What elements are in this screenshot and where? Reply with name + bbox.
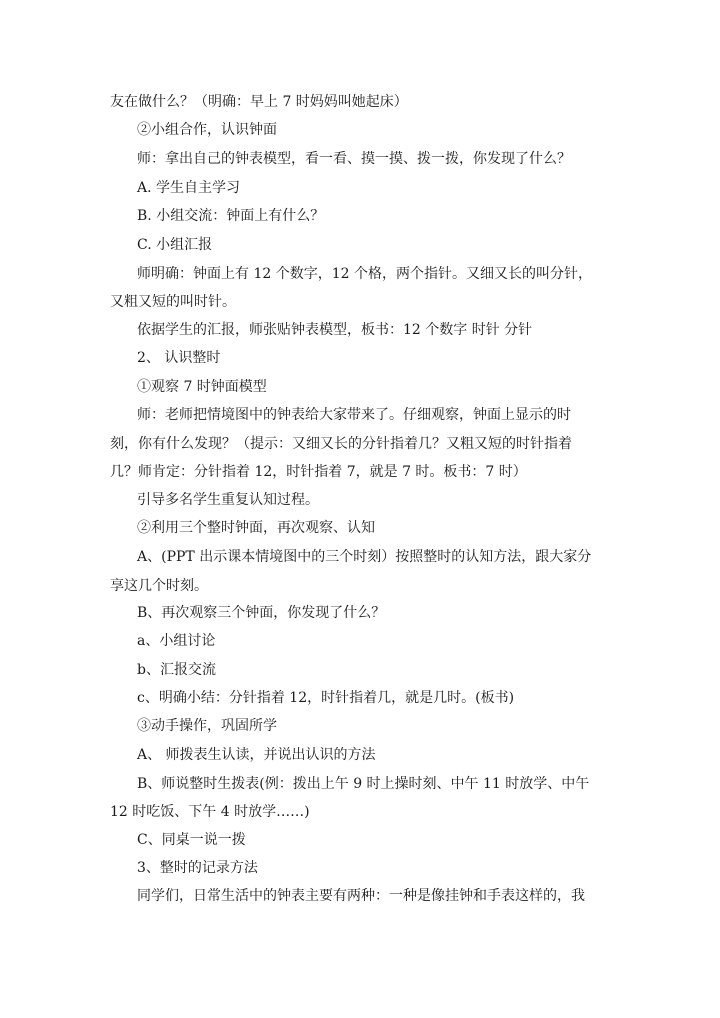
- text-line: 几？师肯定：分针指着 12，时针指着 7，就是 7 时。板书：7 时）: [110, 464, 527, 480]
- text-line: 同学们，日常生活中的钟表主要有两种：一种是像挂钟和手表这样的，我: [137, 888, 585, 904]
- text-line: ②小组合作，认识钟面: [137, 122, 277, 138]
- text-line: A、(PPT 出示课本情境图中的三个时刻）按照整时的认知方法，跟大家分: [137, 549, 592, 565]
- text-line: 依据学生的汇报，师张贴钟表模型，板书：12 个数字 时针 分针: [137, 322, 533, 338]
- text-line: ②利用三个整时钟面，再次观察、认知: [137, 520, 375, 536]
- text-line: 师明确：钟面上有 12 个数字，12 个格，两个指针。又细又长的叫分针，: [137, 266, 592, 282]
- text-line: 师：拿出自己的钟表模型，看一看、摸一摸、拨一拨，你发现了什么？: [137, 151, 571, 167]
- text-line: 刻，你有什么发现？（提示：又细又长的分针指着几？又粗又短的时针指着: [110, 436, 572, 452]
- text-line: 12 时吃饭、下午 4 时放学……): [110, 804, 310, 820]
- text-line: b、汇报交流: [137, 662, 216, 678]
- text-line: ①观察 7 时钟面模型: [137, 379, 267, 395]
- text-line: A. 学生自主学习: [137, 180, 241, 196]
- text-line: 师：老师把情境图中的钟表给大家带来了。仔细观察，钟面上显示的时: [137, 407, 571, 423]
- text-line: A、 师拨表生认读，并说出认识的方法: [137, 747, 376, 763]
- text-line: B、师说整时生拨表(例：拨出上午 9 时上操时刻、中午 11 时放学、中午: [137, 776, 590, 792]
- text-line: C. 小组汇报: [137, 237, 213, 253]
- text-line: c、明确小结：分针指着 12，时针指着几，就是几时。(板书): [137, 690, 515, 706]
- text-line: B. 小组交流：钟面上有什么？: [137, 208, 325, 224]
- text-line: 3、整时的记录方法: [137, 860, 258, 876]
- text-line: 2、 认识整时: [137, 350, 221, 366]
- text-line: 又粗又短的叫时针。: [110, 294, 236, 310]
- text-line: a、小组讨论: [137, 633, 216, 649]
- text-line: 享这几个时刻。: [110, 578, 208, 594]
- text-line: ③动手操作，巩固所学: [137, 718, 277, 734]
- text-line: 友在做什么？（明确：早上 7 时妈妈叫她起床）: [110, 94, 408, 110]
- text-line: B、再次观察三个钟面，你发现了什么？: [137, 605, 386, 621]
- text-line: C、同桌一说一拨: [137, 832, 246, 848]
- text-line: 引导多名学生重复认知过程。: [137, 492, 319, 508]
